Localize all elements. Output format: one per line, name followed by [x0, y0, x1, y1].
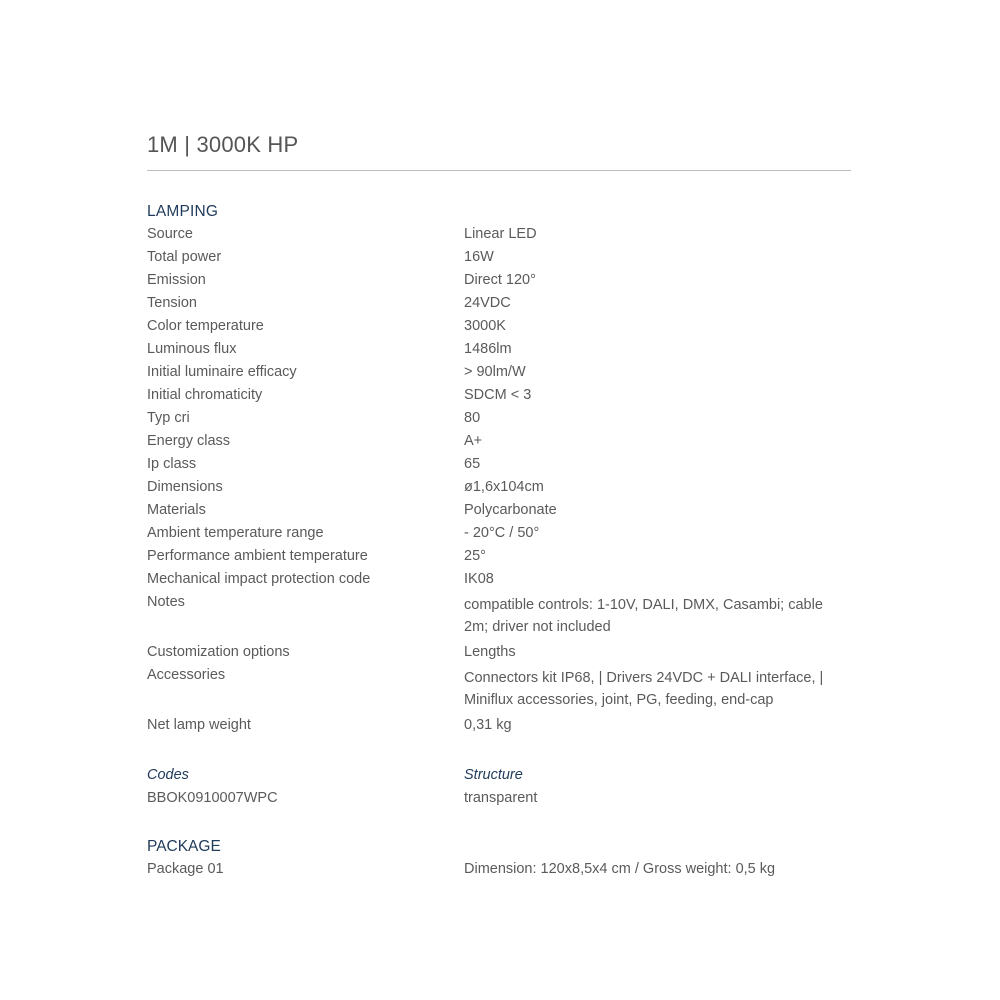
spec-label: Accessories: [147, 667, 226, 683]
lamping-heading: LAMPING: [147, 203, 219, 220]
spec-label: Customization options: [147, 644, 290, 660]
spec-label: Materials: [147, 502, 206, 518]
spec-label: Total power: [147, 249, 222, 265]
spec-value-line: Miniflux accessories, joint, PG, feeding, end-cap: [464, 692, 774, 708]
spec-row-tension: [147, 292, 851, 315]
structure-column: [464, 764, 851, 810]
spec-label: Energy class: [147, 433, 231, 449]
page-title: 1M | 3000K HP: [147, 132, 299, 157]
spec-row-emission: [147, 269, 851, 292]
package-value: Dimension: 120x8,5x4 cm / Gross weight: 0,5 kg: [464, 861, 776, 877]
spec-value: IK08: [464, 571, 494, 587]
spec-label: Color temperature: [147, 318, 264, 334]
spec-value: ø1,6x104cm: [464, 479, 544, 495]
spec-value: - 20°C / 50°: [464, 525, 540, 541]
spec-row-materials: [147, 499, 851, 522]
spec-row-customization-options: [147, 641, 851, 664]
spec-value: SDCM < 3: [464, 387, 532, 403]
spec-label: Luminous flux: [147, 341, 237, 357]
spec-row-energy-class: [147, 430, 851, 453]
spec-row-source: [147, 223, 851, 246]
spec-value: 0,31 kg: [464, 717, 512, 733]
spec-value-line: compatible controls: 1-10V, DALI, DMX, Casambi; cable: [464, 597, 823, 613]
spec-label: Ambient temperature range: [147, 525, 324, 541]
package-label: Package 01: [147, 861, 224, 877]
spec-value: 65: [464, 456, 481, 472]
spec-label: Initial chromaticity: [147, 387, 263, 403]
spec-row-accessories: [147, 664, 851, 711]
spec-row-mechanical-impact-protection-code: [147, 568, 851, 591]
spec-row-initial-chromaticity: [147, 384, 851, 407]
spec-label: Performance ambient temperature: [147, 548, 368, 564]
spec-row-initial-luminaire-efficacy: [147, 361, 851, 384]
structure-heading: Structure: [464, 767, 523, 783]
spec-row-net-lamp-weight: [147, 714, 851, 737]
spec-label: Initial luminaire efficacy: [147, 364, 297, 380]
spec-value: [464, 591, 851, 638]
package-row: [147, 858, 851, 881]
spec-value: Polycarbonate: [464, 502, 557, 518]
lamping-table: [147, 223, 851, 737]
spec-label: Ip class: [147, 456, 197, 472]
spec-row-notes: [147, 591, 851, 638]
structure-value: transparent: [464, 790, 538, 806]
spec-value: 80: [464, 410, 481, 426]
spec-label: Mechanical impact protection code: [147, 571, 371, 587]
spec-label: Notes: [147, 594, 185, 610]
codes-column: [147, 764, 464, 810]
codes-structure-block: [147, 764, 851, 810]
spec-row-total-power: [147, 246, 851, 269]
spec-row-ip-class: [147, 453, 851, 476]
spec-row-ambient-temperature-range: [147, 522, 851, 545]
package-heading: PACKAGE: [147, 838, 221, 855]
spec-value: 1486lm: [464, 341, 512, 357]
spec-row-luminous-flux: [147, 338, 851, 361]
spec-row-color-temperature: [147, 315, 851, 338]
spec-value: Lengths: [464, 644, 516, 660]
spec-label: Dimensions: [147, 479, 223, 495]
spec-row-dimensions: [147, 476, 851, 499]
spec-label: Net lamp weight: [147, 717, 251, 733]
codes-heading: Codes: [147, 767, 189, 783]
spec-value-line: 2m; driver not included: [464, 619, 611, 635]
spec-value: 24VDC: [464, 295, 511, 311]
spec-value: 25°: [464, 548, 486, 564]
spec-sheet: [147, 128, 851, 881]
spec-value: Direct 120°: [464, 272, 536, 288]
spec-label: Emission: [147, 272, 206, 288]
spec-value: 3000K: [464, 318, 506, 334]
spec-value: 16W: [464, 249, 494, 265]
spec-row-typ-cri: [147, 407, 851, 430]
spec-value: [464, 664, 851, 711]
spec-value-line: Connectors kit IP68, | Drivers 24VDC + DALI interface, |: [464, 670, 824, 686]
spec-label: Tension: [147, 295, 197, 311]
spec-value: > 90lm/W: [464, 364, 526, 380]
product-code: BBOK0910007WPC: [147, 790, 278, 806]
spec-label: Typ cri: [147, 410, 190, 426]
spec-row-performance-ambient-temperature: [147, 545, 851, 568]
spec-value: A+: [464, 433, 483, 449]
title-divider: [147, 170, 851, 171]
spec-value: Linear LED: [464, 226, 537, 242]
spec-label: Source: [147, 226, 193, 242]
